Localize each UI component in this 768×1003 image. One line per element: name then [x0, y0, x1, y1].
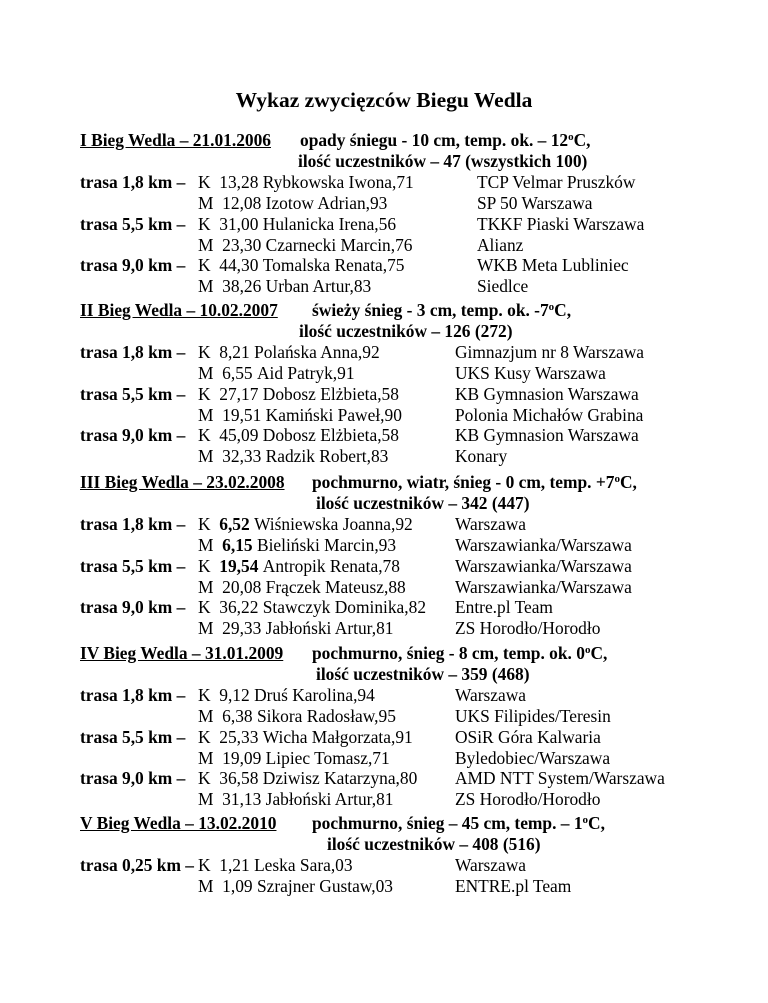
- runner-club: UKS Kusy Warszawa: [455, 362, 606, 383]
- club-line: [455, 618, 600, 638]
- runner-name: Druś Karolina,94: [254, 684, 375, 705]
- participants-line: [327, 834, 541, 854]
- runner-name: Polańska Anna,92: [254, 341, 380, 362]
- result-row: [198, 706, 396, 726]
- club-line: [477, 255, 629, 275]
- route-label: trasa 5,5 km –: [80, 383, 186, 404]
- race-section: [0, 130, 768, 320]
- club-line: [455, 556, 632, 576]
- route-label: trasa 1,8 km –: [80, 341, 186, 362]
- result-row: [198, 363, 355, 383]
- degree-sup: o: [568, 131, 574, 143]
- sex-label: M: [198, 276, 214, 297]
- sex-label: K: [198, 425, 211, 446]
- weather-line: [300, 130, 591, 150]
- result-time: 6,52: [219, 513, 250, 534]
- runner-club: AMD NTT System/Warszawa: [455, 768, 665, 789]
- runner-club: Konary: [455, 446, 508, 467]
- sex-label: K: [198, 854, 211, 875]
- sex-label: K: [198, 555, 211, 576]
- sex-label: M: [198, 362, 214, 383]
- sex-label: K: [198, 684, 211, 705]
- club-line: [477, 235, 523, 255]
- runner-club: UKS Filipides/Teresin: [455, 705, 611, 726]
- runner-name: Frączek Mateusz,88: [265, 576, 406, 597]
- sex-label: M: [198, 747, 214, 768]
- race-section: [0, 643, 768, 833]
- route-label-line: [80, 384, 185, 404]
- club-line: [455, 535, 632, 555]
- route-label-line: [80, 727, 185, 747]
- club-line: [455, 514, 526, 534]
- runner-name: Szrajner Gustaw,03: [256, 875, 393, 896]
- participants-line: [316, 664, 530, 684]
- result-time: 19,09: [222, 747, 262, 768]
- sex-label: M: [198, 705, 214, 726]
- weather-line: [312, 813, 605, 833]
- result-time: 23,30: [222, 234, 262, 255]
- club-line: [455, 789, 600, 809]
- participants-line: [298, 151, 587, 171]
- weather-text: świeży śnieg - 3 cm, temp. ok. -7: [312, 300, 549, 320]
- club-line: [455, 342, 644, 362]
- route-label: trasa 1,8 km –: [80, 513, 186, 534]
- runner-name: Wiśniewska Joanna,92: [254, 513, 413, 534]
- runner-name: Aid Patryk,91: [256, 362, 355, 383]
- route-label-line: [80, 255, 185, 275]
- route-label: trasa 5,5 km –: [80, 213, 186, 234]
- sex-label: K: [198, 768, 211, 789]
- race-heading: I Bieg Wedla – 21.01.2006: [80, 130, 271, 150]
- weather-unit: C,: [590, 643, 608, 663]
- degree-sup: o: [614, 473, 620, 485]
- result-time: 36,58: [219, 768, 259, 789]
- club-line: [455, 577, 632, 597]
- result-row: [198, 405, 402, 425]
- club-line: [455, 363, 606, 383]
- runner-name: Dobosz Elżbieta,58: [262, 425, 399, 446]
- participants-count: ilość uczestników – 342 (447): [316, 492, 530, 513]
- route-label-line: [80, 425, 185, 445]
- participants-count: ilość uczestników – 47 (wszystkich 100): [298, 150, 588, 171]
- sex-label: K: [198, 597, 211, 618]
- result-row: [198, 172, 414, 192]
- route-label: trasa 5,5 km –: [80, 726, 186, 747]
- runner-club: Warszawa: [455, 684, 527, 705]
- participants-count: ilość uczestników – 359 (468): [316, 663, 530, 684]
- runner-name: Kamiński Paweł,90: [265, 404, 402, 425]
- result-time: 6,55: [222, 362, 253, 383]
- runner-club: ENTRE.pl Team: [455, 875, 572, 896]
- sex-label: K: [198, 341, 211, 362]
- route-label: trasa 9,0 km –: [80, 255, 186, 276]
- sex-label: M: [198, 234, 214, 255]
- sex-label: M: [198, 446, 214, 467]
- sex-label: M: [198, 192, 214, 213]
- route-label-line: [80, 172, 185, 192]
- result-time: 6,15: [222, 534, 253, 555]
- runner-club: Warszawianka/Warszawa: [455, 555, 632, 576]
- result-row: [198, 446, 388, 466]
- route-label-line: [80, 685, 185, 705]
- race-heading-line: [80, 130, 271, 150]
- result-row: [198, 556, 400, 576]
- route-label-line: [80, 556, 185, 576]
- route-label: trasa 0,25 km –: [80, 854, 194, 875]
- club-line: [455, 876, 571, 896]
- sex-label: M: [198, 618, 214, 639]
- result-time: 38,26: [222, 276, 262, 297]
- race-heading: IV Bieg Wedla – 31.01.2009: [80, 643, 284, 663]
- race-heading-line: [80, 300, 278, 320]
- runner-club: Warszawa: [455, 513, 527, 534]
- weather-unit: C,: [619, 472, 637, 492]
- degree-sup: o: [582, 814, 589, 826]
- club-line: [455, 768, 665, 788]
- sex-label: K: [198, 383, 211, 404]
- result-time: 1,21: [219, 854, 250, 875]
- weather-line: [312, 643, 607, 663]
- race-section: [0, 813, 768, 1003]
- runner-club: ZS Horodło/Horodło: [455, 789, 601, 810]
- runner-club: Warszawianka/Warszawa: [455, 576, 632, 597]
- sex-label: M: [198, 789, 214, 810]
- participants-count: ilość uczestników – 408 (516): [327, 833, 541, 854]
- sex-label: K: [198, 171, 211, 192]
- runner-club: WKB Meta Lubliniec: [477, 255, 629, 276]
- race-heading: V Bieg Wedla – 13.02.2010: [80, 813, 277, 833]
- route-label-line: [80, 214, 185, 234]
- sex-label: K: [198, 255, 211, 276]
- club-line: [477, 276, 528, 296]
- runner-club: KB Gymnasion Warszawa: [455, 425, 639, 446]
- result-row: [198, 535, 396, 555]
- result-row: [198, 255, 405, 275]
- club-line: [455, 727, 601, 747]
- runner-name: Dobosz Elżbieta,58: [262, 383, 399, 404]
- runner-name: Bieliński Marcin,93: [256, 534, 397, 555]
- result-time: 6,38: [222, 705, 253, 726]
- route-label-line: [80, 342, 185, 362]
- runner-name: Leska Sara,03: [254, 854, 353, 875]
- race-heading-line: [80, 643, 283, 663]
- race-section: [0, 300, 768, 490]
- weather-line: [312, 300, 571, 320]
- runner-club: Warszawa: [455, 854, 527, 875]
- weather-unit: C,: [588, 813, 605, 833]
- participants-line: [316, 493, 530, 513]
- result-time: 9,12: [219, 684, 250, 705]
- result-time: 27,17: [219, 383, 259, 404]
- weather-text: pochmurno, śnieg – 45 cm, temp. – 1: [312, 813, 583, 833]
- route-label-line: [80, 855, 194, 875]
- route-label: trasa 9,0 km –: [80, 597, 186, 618]
- route-label: trasa 9,0 km –: [80, 768, 186, 789]
- runner-name: Jabłoński Artur,81: [265, 618, 394, 639]
- route-label-line: [80, 597, 185, 617]
- result-time: 25,33: [219, 726, 259, 747]
- route-label: trasa 5,5 km –: [80, 555, 186, 576]
- runner-club: KB Gymnasion Warszawa: [455, 383, 639, 404]
- runner-club: Alianz: [477, 234, 524, 255]
- weather-text: pochmurno, śnieg - 8 cm, temp. ok. 0: [312, 643, 585, 663]
- runner-name: Tomalska Renata,75: [262, 255, 405, 276]
- document-title: Wykaz zwycięzców Biegu Wedla: [235, 88, 533, 112]
- result-time: 44,30: [219, 255, 259, 276]
- club-line: [477, 172, 635, 192]
- runner-club: OSiR Góra Kalwaria: [455, 726, 601, 747]
- club-line: [455, 855, 526, 875]
- result-time: 8,21: [219, 341, 250, 362]
- runner-club: Entre.pl Team: [455, 597, 553, 618]
- sex-label: K: [198, 513, 211, 534]
- result-row: [198, 597, 426, 617]
- runner-club: Gimnazjum nr 8 Warszawa: [455, 341, 645, 362]
- result-time: 45,09: [219, 425, 259, 446]
- runner-name: Wicha Małgorzata,91: [262, 726, 413, 747]
- sex-label: M: [198, 875, 214, 896]
- result-time: 31,13: [222, 789, 262, 810]
- result-time: 13,28: [219, 171, 259, 192]
- result-row: [198, 855, 353, 875]
- result-row: [198, 876, 393, 896]
- result-row: [198, 235, 412, 255]
- result-time: 29,33: [222, 618, 262, 639]
- runner-name: Sikora Radosław,95: [256, 705, 396, 726]
- result-row: [198, 342, 380, 362]
- participants-line: [299, 321, 513, 341]
- weather-unit: C,: [573, 130, 591, 150]
- result-row: [198, 789, 393, 809]
- club-line: [455, 384, 639, 404]
- route-label-line: [80, 514, 185, 534]
- runner-club: Byledobiec/Warszawa: [455, 747, 611, 768]
- weather-text: pochmurno, wiatr, śnieg - 0 cm, temp. +7: [312, 472, 615, 492]
- runner-name: Urban Artur,83: [265, 276, 372, 297]
- runner-name: Stawczyk Dominika,82: [262, 597, 427, 618]
- route-label: trasa 1,8 km –: [80, 171, 186, 192]
- runner-name: Lipiec Tomasz,71: [265, 747, 390, 768]
- result-row: [198, 214, 396, 234]
- runner-name: Antropik Renata,78: [262, 555, 400, 576]
- club-line: [455, 446, 507, 466]
- club-line: [455, 748, 610, 768]
- result-row: [198, 384, 399, 404]
- runner-name: Czarnecki Marcin,76: [265, 234, 413, 255]
- result-row: [198, 685, 375, 705]
- result-row: [198, 193, 387, 213]
- result-row: [198, 425, 399, 445]
- result-row: [198, 618, 393, 638]
- weather-text: opady śniegu - 10 cm, temp. ok. – 12: [300, 130, 569, 150]
- race-heading: III Bieg Wedla – 23.02.2008: [80, 472, 285, 492]
- result-time: 19,51: [222, 404, 262, 425]
- degree-sup: o: [548, 301, 555, 313]
- result-row: [198, 577, 406, 597]
- runner-club: TCP Velmar Pruszków: [477, 171, 636, 192]
- race-section: [0, 472, 768, 662]
- route-label-line: [80, 768, 185, 788]
- sex-label: M: [198, 404, 214, 425]
- club-line: [477, 193, 592, 213]
- club-line: [455, 685, 526, 705]
- result-time: 31,00: [219, 213, 259, 234]
- result-row: [198, 276, 371, 296]
- result-row: [198, 514, 413, 534]
- club-line: [455, 706, 611, 726]
- result-time: 36,22: [219, 597, 259, 618]
- sex-label: M: [198, 534, 214, 555]
- runner-club: Warszawianka/Warszawa: [455, 534, 632, 555]
- runner-name: Dziwisz Katarzyna,80: [262, 768, 418, 789]
- participants-count: ilość uczestników – 126 (272): [299, 320, 513, 341]
- runner-club: TKKF Piaski Warszawa: [477, 213, 645, 234]
- race-heading-line: [80, 472, 285, 492]
- club-line: [477, 214, 644, 234]
- weather-unit: C,: [554, 300, 572, 320]
- race-heading-line: [80, 813, 276, 833]
- runner-club: Polonia Michałów Grabina: [455, 404, 644, 425]
- runner-name: Izotow Adrian,93: [265, 192, 388, 213]
- club-line: [455, 405, 643, 425]
- result-time: 32,33: [222, 446, 262, 467]
- result-row: [198, 748, 390, 768]
- result-time: 12,08: [222, 192, 262, 213]
- runner-club: ZS Horodło/Horodło: [455, 618, 601, 639]
- weather-line: [312, 472, 637, 492]
- runner-name: Jabłoński Artur,81: [265, 789, 394, 810]
- sex-label: K: [198, 213, 211, 234]
- sex-label: K: [198, 726, 211, 747]
- race-heading: II Bieg Wedla – 10.02.2007: [80, 300, 278, 320]
- runner-club: Siedlce: [477, 276, 529, 297]
- result-time: 20,08: [222, 576, 262, 597]
- route-label: trasa 9,0 km –: [80, 425, 186, 446]
- result-time: 19,54: [219, 555, 259, 576]
- runner-name: Radzik Robert,83: [265, 446, 389, 467]
- route-label: trasa 1,8 km –: [80, 684, 186, 705]
- result-row: [198, 727, 413, 747]
- runner-club: SP 50 Warszawa: [477, 192, 593, 213]
- runner-name: Hulanicka Irena,56: [262, 213, 397, 234]
- club-line: [455, 597, 553, 617]
- degree-sup: o: [584, 644, 591, 656]
- result-time: 1,09: [222, 875, 253, 896]
- club-line: [455, 425, 639, 445]
- sex-label: M: [198, 576, 214, 597]
- runner-name: Rybkowska Iwona,71: [262, 171, 414, 192]
- result-row: [198, 768, 417, 788]
